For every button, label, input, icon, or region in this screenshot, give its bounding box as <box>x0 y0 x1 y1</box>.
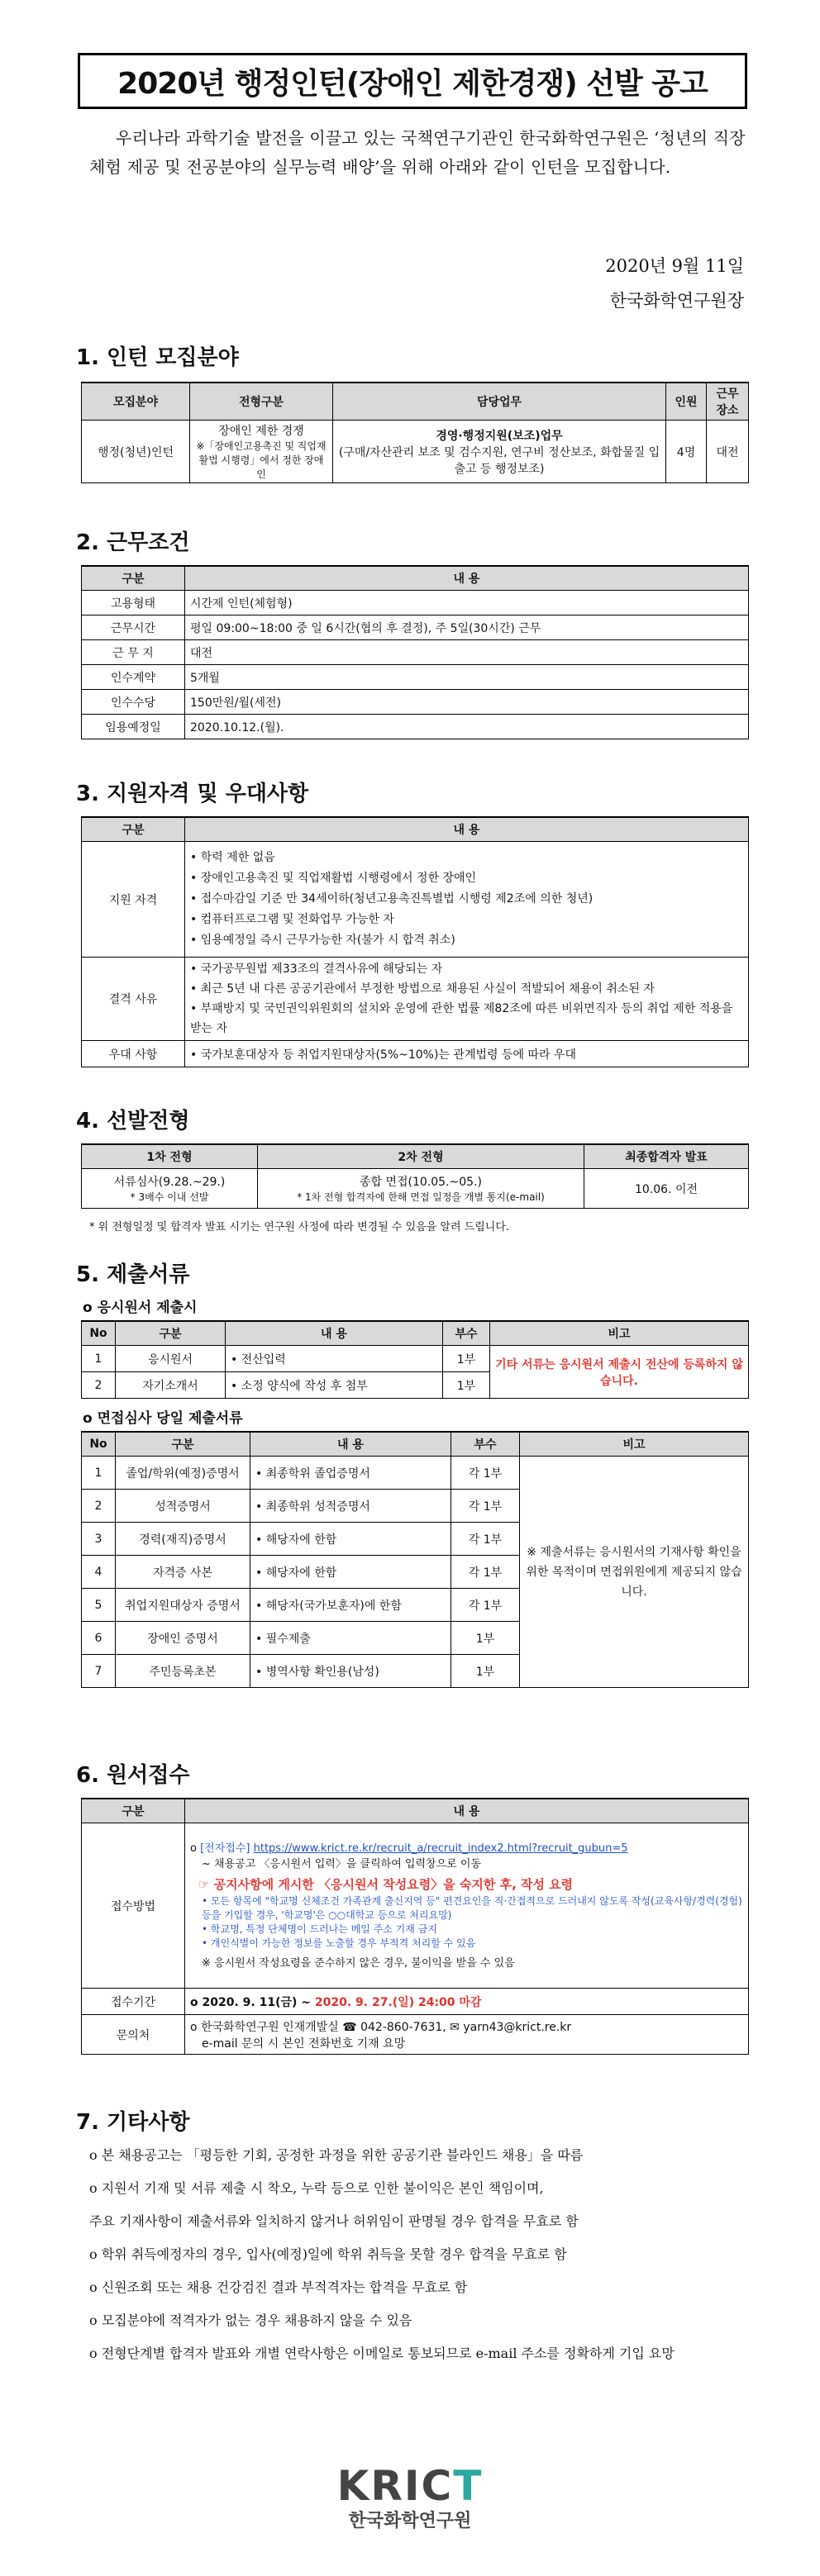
etc-item: o 지원서 기재 및 서류 제출 시 착오, 누락 등으로 인한 불이익은 본인 책임이며, <box>89 2180 544 2196</box>
period-end: 2020. 9. 27.(일) 24:00 마감 <box>314 1995 482 2009</box>
row-category: 주민등록초본 <box>116 1655 250 1688</box>
condition-key: 임용예정일 <box>82 715 185 739</box>
condition-value: 시간제 인턴(체험형) <box>185 591 749 615</box>
work-condition-table <box>81 565 749 739</box>
place-cell: 대전 <box>707 421 749 483</box>
row-no: 4 <box>82 1556 116 1589</box>
row-count: 1부 <box>443 1346 490 1372</box>
disq-list <box>185 958 749 1041</box>
section-6-heading: 6. 원서접수 <box>76 1763 190 1788</box>
contact-cell <box>185 2015 749 2055</box>
row-category: 자격증 사본 <box>116 1556 250 1589</box>
row-count: 1부 <box>451 1622 520 1655</box>
disq-item: • 부패방지 및 국민권익위원회의 설치와 운영에 관한 법률 제82조에 따른 비위면직자 등의 취업 제한 적용을 받는 자 <box>190 1002 733 1035</box>
final-stage: 10.06. 이전 <box>584 1169 749 1209</box>
th-second: 2차 전형 <box>258 1144 584 1169</box>
type-main: 장애인 제한 경쟁 <box>218 425 304 438</box>
th-count: 인원 <box>666 383 707 421</box>
qualification-table <box>81 816 749 1067</box>
row-content: • 병역사항 확인용(남성) <box>250 1655 451 1688</box>
row-content: • 필수제출 <box>250 1622 451 1655</box>
th-final: 최종합격자 발표 <box>584 1144 749 1169</box>
row-no: 1 <box>82 1346 116 1372</box>
duty-cell <box>333 421 666 483</box>
row-content: • 최종학위 성적증명서 <box>250 1490 451 1523</box>
period-start: o 2020. 9. 11(금) ~ <box>190 1995 315 2009</box>
condition-value: 대전 <box>185 640 749 665</box>
condition-row <box>82 690 749 715</box>
method-label: 접수방법 <box>82 1823 185 1989</box>
condition-key: 고용형태 <box>82 591 185 615</box>
apply-bullet: • 모든 항목에 "학교명 신체조건 가족관계 출신지역 등" 편견요인을 직·간접적으로 드러내지 않도록 작성(교육사항/경력(경험) 등을 기입할 경우, '학교명'은 ○○대학교 등으로 처리요망) <box>202 1894 742 1921</box>
th-duty: 담당업무 <box>333 383 666 421</box>
row-category: 졸업/학위(예정)증명서 <box>116 1457 250 1490</box>
table-row <box>82 1346 749 1372</box>
row-content: • 최종학위 졸업증명서 <box>250 1457 451 1490</box>
intro-text: 우리나라 과학기술 발전을 이끌고 있는 국책연구기관인 한국화학연구원은 ‘청년의 직장체험 제공 및 전공분야의 실무능력 배양’을 위해 아래와 같이 인턴을 모집합니다. <box>89 128 746 177</box>
logo-mark: KRICT <box>336 2462 484 2510</box>
row-no: 7 <box>82 1655 116 1688</box>
condition-value: 150만원/월(세전) <box>185 690 749 715</box>
etc-item: o 본 채용공고는 「평등한 기회, 공정한 과정을 위한 공공기관 블라인드 채용」을 따름 <box>89 2147 584 2163</box>
condition-key: 근무시간 <box>82 615 185 640</box>
intro-paragraph <box>89 124 751 182</box>
method-cell: o [전자접수] https://www.krict.re.kr/recruit_a/recruit_index2.html?recruit_gubun=5 ~ 채용공고 〈응시원서 입력〉을 클릭하여 입력창으로 이동 ☞ 공지사항에 게시한 〈응시원서 작성요령〉을 숙지한 후, 작성 요령 • 모든 항목에 "학교명 신체조건 가족관계 출신지역 등" 편견요인을 직·간접적으로 드러내지 않도록 작성(교육사항/경력(경험) 등을 기입할 경우, '학교명'은 ○○대학교 등으로 처리요망) • 학교명, 특정 단체명이 드러나는 메일 주소 기재 금지 • 개인식별이 가능한 정보를 노출할 경우 부적격 처리할 수 있음 ※ 응시원서 작성요령을 준수하지 않은 경우, 불이익을 받을 수 있음 <box>185 1823 749 1989</box>
logo-accent: T <box>453 2462 484 2510</box>
pref-label: 우대 사항 <box>82 1041 185 1067</box>
th-count: 부수 <box>443 1321 490 1346</box>
e-apply-label: [전자접수] <box>200 1842 250 1855</box>
row-content: • 해당자(국가보훈자)에 한함 <box>250 1589 451 1622</box>
duty-detail: (구매/자산관리 보조 및 검수지원, 연구비 정산보조, 화합물질 입출고 등 행정보조) <box>338 445 660 476</box>
second-stage <box>258 1169 584 1209</box>
condition-row <box>82 615 749 640</box>
row-content: • 전산입력 <box>226 1346 443 1372</box>
period-label: 접수기간 <box>82 1989 185 2015</box>
remark-1: 기타 서류는 응시원서 제출시 전산에 등록하지 않습니다. <box>490 1346 749 1399</box>
row-content: • 소정 양식에 작성 후 첨부 <box>226 1372 443 1399</box>
row-category: 응시원서 <box>116 1346 226 1372</box>
count-cell: 4명 <box>666 421 707 483</box>
section-7-heading: 7. 기타사항 <box>76 2110 190 2135</box>
th-category: 구분 <box>82 817 185 842</box>
row-count: 각 1부 <box>451 1523 520 1556</box>
row-count: 1부 <box>443 1372 490 1399</box>
submit-sub-1: o 응시원서 제출시 <box>83 1300 198 1316</box>
row-count: 각 1부 <box>451 1490 520 1523</box>
row-no: 2 <box>82 1372 116 1399</box>
type-note: ※「장애인고용촉진 및 직업재활법 시행령」에서 정한 장애인 <box>196 440 327 480</box>
first-main: 서류심사(9.28.~29.) <box>113 1176 226 1189</box>
first-stage <box>82 1169 258 1209</box>
etc-item: o 전형단계별 합격자 발표와 개별 연락사항은 이메일로 통보되므로 e-mail 주소를 정확하게 기입 요망 <box>89 2345 675 2361</box>
row-no: 5 <box>82 1589 116 1622</box>
row-count: 각 1부 <box>451 1589 520 1622</box>
issuer: 한국화학연구원장 <box>609 291 744 311</box>
th-category: 구분 <box>116 1321 226 1346</box>
field-cell: 행정(청년)인턴 <box>82 421 190 483</box>
row-category: 취업지원대상자 증명서 <box>116 1589 250 1622</box>
condition-value: 평일 09:00~18:00 중 일 6시간(협의 후 결정), 주 5일(30시간) 근무 <box>185 615 749 640</box>
condition-key: 인수계약 <box>82 665 185 690</box>
th-category: 구분 <box>116 1432 250 1457</box>
notice-date: 2020년 9월 11일 <box>605 256 744 276</box>
row-no: 2 <box>82 1490 116 1523</box>
condition-key: 인수수당 <box>82 690 185 715</box>
qual-item: • 학력 제한 없음 <box>190 851 275 864</box>
apply-bullet: • 학교명, 특정 단체명이 드러나는 메일 주소 기재 금지 <box>202 1922 437 1935</box>
condition-row <box>82 640 749 665</box>
apply-warning: ☞ 공지사항에 게시한 〈응시원서 작성요령〉을 숙지한 후, 작성 요령 <box>198 1876 574 1892</box>
qual-item: • 컴퓨터프로그램 및 전화업무 가능한 자 <box>190 913 394 926</box>
row-category: 자기소개서 <box>116 1372 226 1399</box>
krict-logo <box>0 2462 820 2532</box>
submit-sub-2: o 면접심사 당일 제출서류 <box>83 1410 243 1427</box>
row-category: 성적증명서 <box>116 1490 250 1523</box>
row-count: 1부 <box>451 1655 520 1688</box>
contact-label: 문의처 <box>82 2015 185 2055</box>
apply-link[interactable]: https://www.krict.re.kr/recruit_a/recruit_index2.html?recruit_gubun=5 <box>253 1842 628 1855</box>
th-type: 전형구분 <box>190 383 333 421</box>
submit-table-1 <box>81 1320 749 1399</box>
th-remark: 비고 <box>520 1432 749 1457</box>
row-count: 각 1부 <box>451 1457 520 1490</box>
th-first: 1차 전형 <box>82 1144 258 1169</box>
pref-text: • 국가보훈대상자 등 취업지원대상자(5%~10%)는 관계법령 등에 따라 우대 <box>185 1041 749 1067</box>
disq-item: • 국가공무원법 제33조의 결격사유에 해당되는 자 <box>190 962 443 976</box>
row-no: 1 <box>82 1457 116 1490</box>
etc-list <box>89 2146 751 2378</box>
th-no: No <box>82 1432 116 1457</box>
th-content: 내 용 <box>226 1321 443 1346</box>
th-remark: 비고 <box>490 1321 749 1346</box>
condition-row <box>82 665 749 690</box>
disq-label: 결격 사유 <box>82 958 185 1041</box>
th-field: 모집분야 <box>82 383 190 421</box>
row-content: • 해당자에 한함 <box>250 1523 451 1556</box>
etc-item: 주요 기재사항이 제출서류와 일치하지 않거나 허위임이 판명될 경우 합격을 무효로 함 <box>89 2213 579 2229</box>
selection-note: * 위 전형일정 및 합격자 발표 시기는 연구원 사정에 따라 변경될 수 있음을 알려 드립니다. <box>89 1221 510 1233</box>
condition-value: 5개월 <box>185 665 749 690</box>
etc-item: o 모집분야에 적격자가 없는 경우 채용하지 않을 수 있음 <box>89 2312 412 2328</box>
apply-link-desc: ~ 채용공고 〈응시원서 입력〉을 클릭하여 입력창으로 이동 <box>202 1857 481 1870</box>
etc-item: o 신원조회 또는 채용 건강검진 결과 부적격자는 합격을 무효로 함 <box>89 2279 468 2295</box>
th-content: 내 용 <box>185 1799 749 1823</box>
th-content: 내 용 <box>185 566 749 591</box>
th-place: 근무장소 <box>707 383 749 421</box>
disq-item: • 최근 5년 내 다른 공공기관에서 부정한 방법으로 채용된 사실이 적발되어 채용이 취소된 자 <box>190 982 655 996</box>
section-2-heading: 2. 근무조건 <box>76 530 190 555</box>
section-5-heading: 5. 제출서류 <box>76 1262 190 1287</box>
qual-label: 지원 자격 <box>82 842 185 958</box>
second-main: 종합 면접(10.05.~05.) <box>360 1176 482 1189</box>
logo-name: 한국화학연구원 <box>348 2511 472 2531</box>
th-content: 내 용 <box>185 817 749 842</box>
page-title: 2020년 행정인턴(장애인 제한경쟁) 선발 공고 <box>78 53 747 109</box>
condition-key: 근 무 지 <box>82 640 185 665</box>
condition-row <box>82 591 749 615</box>
apply-bullet: • 개인식별이 가능한 정보를 노출할 경우 부적격 처리할 수 있음 <box>202 1937 476 1949</box>
recruit-field-table <box>81 382 749 483</box>
th-category: 구분 <box>82 566 185 591</box>
row-content: • 해당자에 한함 <box>250 1556 451 1589</box>
row-no: 6 <box>82 1622 116 1655</box>
application-table <box>81 1798 749 2055</box>
contact-line-2: e-mail 문의 시 본인 전화번호 기재 요망 <box>202 2037 406 2051</box>
section-3-heading: 3. 지원자격 및 우대사항 <box>76 782 309 806</box>
remark-2: ※ 제출서류는 응시원서의 기재사항 확인을 위한 목적이며 면접위원에게 제공되지 않습니다. <box>520 1457 749 1688</box>
th-count: 부수 <box>451 1432 520 1457</box>
row-category: 장애인 증명서 <box>116 1622 250 1655</box>
row-no: 3 <box>82 1523 116 1556</box>
period-cell <box>185 1989 749 2015</box>
condition-row <box>82 715 749 739</box>
qual-list <box>185 842 749 958</box>
qual-item: • 접수마감일 기준 만 34세이하(청년고용촉진특별법 시행령 제2조에 의한 청년) <box>190 892 594 905</box>
section-1-heading: 1. 인턴 모집분야 <box>76 345 239 370</box>
row-count: 각 1부 <box>451 1556 520 1589</box>
row-category: 경력(재직)증명서 <box>116 1523 250 1556</box>
apply-bullets <box>190 1894 743 1951</box>
condition-value: 2020.10.12.(월). <box>185 715 749 739</box>
table-row <box>82 1457 749 1490</box>
selection-table <box>81 1143 749 1209</box>
section-4-heading: 4. 선발전형 <box>76 1109 190 1134</box>
etc-item: o 학위 취득예정자의 경우, 입사(예정)일에 학위 취득을 못할 경우 합격을 무효로 함 <box>89 2246 567 2262</box>
th-category: 구분 <box>82 1799 185 1823</box>
th-no: No <box>82 1321 116 1346</box>
second-note: * 1차 전형 합격자에 한해 면접 일정을 개별 통지(e-mail) <box>297 1191 545 1203</box>
qual-item: • 장애인고용촉진 및 직업재활법 시행령에서 정한 장애인 <box>190 872 477 885</box>
th-content: 내 용 <box>250 1432 451 1457</box>
first-note: * 3배수 이내 선발 <box>130 1191 209 1203</box>
type-cell <box>190 421 333 483</box>
qual-item: • 임용예정일 즉시 근무가능한 자(불가 시 합격 취소) <box>190 934 455 947</box>
apply-foot: ※ 응시원서 작성요령을 준수하지 않은 경우, 불이익을 받을 수 있음 <box>202 1956 515 1970</box>
duty-main: 경영·행정지원(보조)업무 <box>436 429 563 443</box>
contact-line-1: o 한국화학연구원 인재개발실 ☎ 042-860-7631, ✉ yarn43@krict.re.kr <box>190 2020 572 2034</box>
submit-table-2 <box>81 1431 749 1688</box>
